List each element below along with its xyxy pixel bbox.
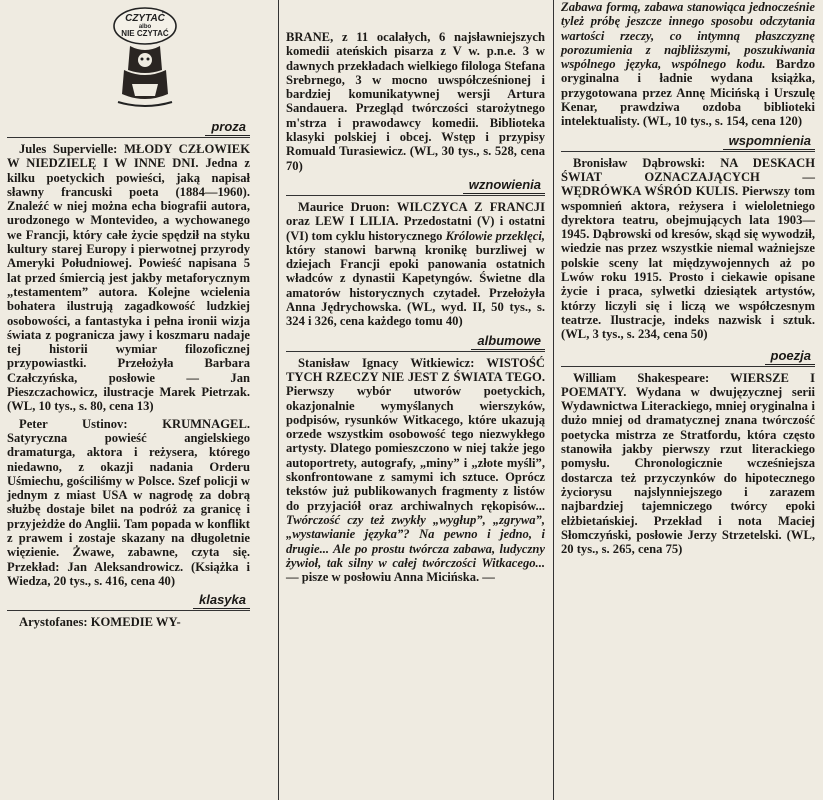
entry-title: BRANE, <box>286 30 334 44</box>
section-rule <box>7 137 250 138</box>
column-2 <box>286 0 545 800</box>
section-rule <box>286 195 545 196</box>
entry-body: Przedostatni (V) i ostatni (VI) tom cyklu historycznego <box>286 214 545 243</box>
column-1 <box>7 0 250 800</box>
entry-body: Pierwszy wybór utworów poetyckich, okazjonalnie wymyślanych wierszyków, podpisów, rysunków Witkacego, które ukazują orzede wszystkim osobowość tego niezwykłego artysty. Dlatego pomieszczono w niej także jego autoportrety, autografy, „miny” i „złote myśli”, skonfrontowane z samymi ich sztuce. Oprócz tekstów już publikowanych fragmenty z listów do przyjaciół oraz archiwalnych rękopisów... <box>286 384 545 513</box>
entry-title: WIERSZE I POEMATY. <box>561 370 815 399</box>
czytac-logo <box>7 0 250 118</box>
entry-title: KOMEDIE WY- <box>90 615 181 630</box>
column-separator-2 <box>553 0 554 800</box>
entry-witkiewicz <box>286 356 545 585</box>
entry-body: Jedna z kilku poetyckich powieści, jaką napisał sławny francuski poeta (1884—1960). Znaleźć w niej można echa biografii autora, urodzonego w Montevideo, a wychowanego we Francji, który całe życie spędził na styku kultury starej Europy i pierwotnej przyrody Ameryki Południowej. Powieść napisana 5 lat przed śmiercią jest jakby metaforycznym „testamentem” autora. Kolejne wcielenia bohatera ilustrują zagadkowość ludzkiej osobowości, a fantastyka i pełna ironii wizja świata z pogranicza jawy i koszmaru nadaje tej historii wymiar filozoficznej przypowiastki. Przełożyła Barbara Czałczyńska, posłowie — Jan Pieszczachowicz, ilustracje Marek Pietrzak. (WL, 10 tys., s. 80, cena 13) <box>7 156 250 414</box>
section-rule <box>561 366 815 367</box>
entry-title: NA DESKACH ŚWIAT OZNACZAJĄCYCH — WĘDRÓWKA WŚRÓD KULIS. <box>561 155 815 199</box>
entry-author: Bronisław Dąbrowski: <box>573 155 706 170</box>
section-rule <box>286 351 545 352</box>
section-wspomnienia: wspomnienia <box>723 133 815 150</box>
entry-title: WILCZYCA Z FRANCJI oraz LEW I LILIA. <box>286 199 545 229</box>
section-poezja: poezja <box>765 348 815 365</box>
entry-author: Peter Ustinov: <box>19 416 128 431</box>
logo-line1: CZYTAĆ <box>125 13 165 24</box>
entry-body: Bardzo oryginalna i ładnie wydana książka, przygotowana przez Annę Micińską i Urszulę Kenar, prawdziwa ozdoba biblioteki intelektualisty. (WL, 10 tys., s. 154, cena 120) <box>561 57 815 129</box>
entry-title: KRUMNAGEL. <box>162 416 250 431</box>
entry-body-2: który stanowi barwną kronikę burzliwej w dziejach Francji epoki panowania ostatnich władców z dynastii Kapetyngów. Świetne dla amatorów historycznych czytadeł. Przełożyła Anna Jędrychowska. (WL, wyd. II, 50 tys., s. 324 i 326, cena każdego tomu 40) <box>286 242 545 329</box>
entry-shakespeare <box>561 371 815 557</box>
entry-author: William Shakespeare: <box>573 370 710 385</box>
entry-series: Królowie przeklęci, <box>445 228 545 243</box>
entry-author: Stanisław Ignacy Witkiewicz: <box>298 355 475 370</box>
reader-mascot-icon <box>110 6 180 110</box>
entry-author: Maurice Druon: <box>298 199 390 214</box>
entry-title: MŁODY CZŁOWIEK W NIEDZIELĘ I W INNE DNI. <box>7 142 250 171</box>
column-separator-1 <box>278 0 279 800</box>
entry-dabrowski <box>561 156 815 342</box>
section-rule <box>561 151 815 152</box>
entry-body-2: — pisze w posłowiu Anna Micińska. — <box>286 570 495 585</box>
entry-druon <box>286 200 545 329</box>
entry-ustinov <box>7 417 250 589</box>
section-rule <box>7 610 250 611</box>
logo-line3: NIE CZYTAĆ <box>121 29 169 38</box>
entry-body: Pierwszy tom wspomnień aktora, reżysera i wieloletniego dyrektora teatru, obejmujących lata 1903—1945. Dąbrowski od kresów, skąd się wywodził, wiedzie nas przez wszystkie niemal ważniejsze polskie sceny lat międzywojennych aż po Lwów roku 1915. Prosto i ciekawie opisane życie i praca, sylwetki dziesiątek artystów, którzy liczyli się i liczą we współczesnym teatrze. Ilustracje, indeks nazwisk i sztuk. (WL, 3 tys., s. 234, cena 50) <box>561 184 815 342</box>
entry-body: z 11 ocalałych, 6 najsławniejszych komedii ateńskich pisarza z V w. p.n.e. 3 w dawnych przekładach wielkiego filologa Stefana Srebrnego, 3 w mocno uwspółcześnionej i bardziej komunikatywnej wersji Artura Sandauera. Przegląd twórczości starożytnego m'strza i prawodawcy komedii. Biblioteka klasyki polskiej i obcej. Wstęp i przypisy Romuald Turasiewicz. (WL, 30 tys., s. 528, cena 70) <box>286 30 545 173</box>
entry-arystofanes-start <box>7 615 250 629</box>
section-wznowienia: wznowienia <box>463 177 545 194</box>
column-3 <box>561 0 815 800</box>
entry-title: WISTOŚĆ TYCH RZECZY NIE JEST Z ŚWIATA TEGO. <box>286 355 545 384</box>
entry-witkiewicz-cont <box>561 0 815 129</box>
entry-author: Arystofanes: <box>19 615 88 630</box>
entry-body: Satyryczna powieść angielskiego dramaturga, aktora i reżysera, którego niedawno, z okazji nadania Orderu Uśmiechu, gościliśmy w Polsce. Szef policji w jednym z miast USA w nagrodę za dobrą służbę dostaje bilet na podróż za granicę i przyjeżdże do Anglii. Tam popada w konflikt z prawem i zostaje skazany na długoletnie więzienie. Żwawe, zabawne, czyta się. Przekład: Jan Aleksandrowicz. (Książka i Wiedza, 20 tys., s. 416, cena 40) <box>7 430 250 588</box>
entry-quote: Twórczość czy też zwykły „wygłup”, „zgrywa”, „wystawianie języka”? Na pewno i jedno, i drugie... Ale po prostu twórcza zabawa, ludyczny żywioł, tak silny w całej twórczości Witkacego... <box>286 512 545 570</box>
entry-arystofanes-cont <box>286 30 545 173</box>
entry-body: Wydana w dwujęzycznej serii Wydawnictwa Literackiego, mniej oryginalna i dużo mniej od dramatycznej znana twórczość poetycka mistrza ze Stratfordu, która często stanowiła jakby pierwszy rzut literackiego pomysłu. Chronologicznie wcześniejsza dostarcza też przyczynków do hipotecznego życiorysu najslynniejszego i zarazem najbardziej tajemniczego twórcy epoki elżbietańskiej. Przekład i nota Maciej Słomczyński, posłowie Jerzy Strzetelski. (WL, 20 tys., s. 265, cena 75) <box>561 384 816 557</box>
section-albumowe: albumowe <box>471 333 545 350</box>
entry-author: Jules Supervielle: <box>19 142 118 156</box>
section-klasyka: klasyka <box>193 592 250 609</box>
section-proza: proza <box>205 119 250 136</box>
entry-supervielle <box>7 142 250 414</box>
entry-quote: Zabawa formą, zabawa stanowiąca jednocześnie tyleż próbę jeszcze innego sposobu odczytania wartości rzeczy, co intymną płaszczyznę porozumienia z najbliższymi, poszukiwania wspólnego języka, wspólnego kodu. <box>561 0 815 72</box>
logo-line2: albo <box>138 24 152 30</box>
